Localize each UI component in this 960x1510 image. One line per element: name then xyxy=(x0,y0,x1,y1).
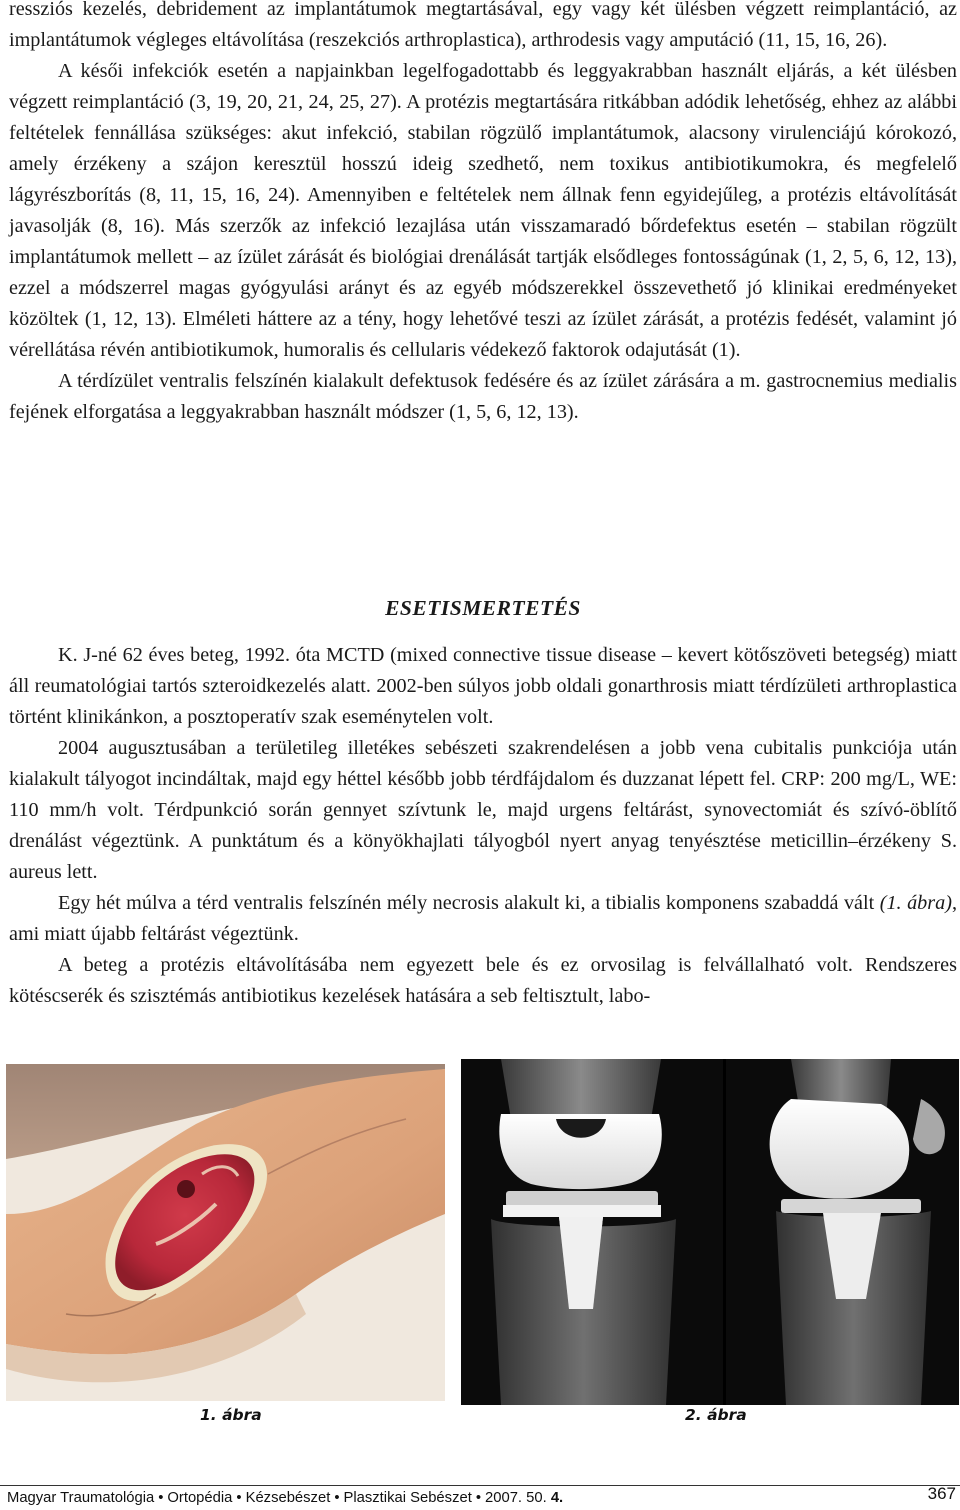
footer-section: Kézsebészet xyxy=(245,1490,331,1506)
figure-reference: (1. ábra) xyxy=(879,892,952,914)
footer-divider xyxy=(0,1485,960,1486)
footer-volume: 2007. 50. xyxy=(485,1490,551,1506)
paragraph: A késői infekciók esetén a napjainkban legelfogadottabb és leggyakrabban használt eljárás, a két ülésben végzett reimplantáció (3, 19, 20, 21, 24, 25, 27). A protézis megtartására ritkábban adódik lehetőség, ehhez az alábbi feltételek fennállása szükséges: akut infekció, stabilan rögzülő implantátumok, alacsony virulenciájú kórokozó, amely érzékeny a szájon keresztül hosszú ideig szedhető, nem toxikus antibiotikumokra, és megfelelő lágyrészborítás (8, 11, 15, 16, 24). Amennyiben e feltételek nem állnak fenn egyidejűleg, a protézis eltávolítását javasolják (8, 16). Más szerzők az infekció lezajlása után visszamaradó bőrdefektus esetén – stabilan rögzült implantátumok mellett – az ízület zárását és biológiai drenálását tartják elsődleges fontosságúnak (1, 2, 5, 6, 12, 13), ezzel a módszerrel magas gyógyulási arányt és az egyéb módszerekkel összevethető jó klinikai eredményeket közöltek (1, 12, 13). Elméleti háttere az a tény, hogy lehetővé teszi az ízület zárását, a protézis fedését, valamint jó vérellátása révén antibiotikumok, humoralis és cellularis védekező faktorok odajutását (1). xyxy=(9,60,957,361)
paragraph-text: Egy hét múlva a térd ventralis felszínén mély necrosis alakult ki, a tibialis komponens szabaddá vált xyxy=(58,892,880,914)
footer-separator: • xyxy=(236,1490,242,1506)
footer-issue: 4. xyxy=(550,1490,564,1506)
footer-section: Ortopédia xyxy=(167,1490,233,1506)
figure-1-caption: 1. ábra xyxy=(200,1406,262,1424)
footer-separator: • xyxy=(334,1490,340,1506)
figure-2-caption: 2. ábra xyxy=(685,1406,747,1424)
paragraph xyxy=(9,888,957,950)
figure-2-xray-images xyxy=(461,1059,959,1405)
case-report-text xyxy=(9,640,957,1012)
wound-photo-image xyxy=(6,1064,445,1401)
intro-text xyxy=(9,0,957,428)
paragraph: A beteg a protézis eltávolításába nem egyezett bele és ez orvosilag is felvállalható volt. Rendszeres kötéscserék és szisztémás antibiotikus kezelések hatására a seb feltisztult, labo- xyxy=(9,954,957,1007)
page-number: 367 xyxy=(927,1484,956,1503)
footer-journal-name: Magyar Traumatológia xyxy=(7,1490,155,1506)
xray-image xyxy=(461,1059,959,1405)
paragraph-text: , ami miatt újabb feltárást végeztünk. xyxy=(9,892,957,945)
paragraph: ressziós kezelés, debridement az implantátumok megtartásával, egy vagy két ülésben végzett reimplantáció, az implantátumok végleges eltávolítása (reszekciós arthroplastica), arthrodesis vagy amputáció (11, 15, 16, 26). xyxy=(9,0,957,51)
journal-footer xyxy=(7,1490,563,1506)
footer-separator: • xyxy=(475,1490,481,1506)
section-heading: ESETISMERTETÉS xyxy=(385,596,581,620)
footer-separator: • xyxy=(158,1490,164,1506)
paragraph: A térdízület ventralis felszínén kialakult defektusok fedésére és az ízület zárására a m. gastrocnemius medialis fejének elforgatása a leggyakrabban használt módszer (1, 5, 6, 12, 13). xyxy=(9,370,957,423)
section-heading-wrap xyxy=(9,590,957,626)
paragraph: 2004 augusztusában a területileg illetékes sebészeti szakrendelésen a jobb vena cubitalis punkciója után kialakult tályogot incindáltak, majd egy héttel később jobb térdfájdalom és duzzanat lépett fel. CRP: 200 mg/L, WE: 110 mm/h volt. Térdpunkció során gennyet szívtunk le, majd urgens feltárást, synovectomiát és szívó-öblítő drenálást végeztünk. A punktátum és a könyökhajlati tályogból nyert anyag tenyésztése meticillin–érzékeny S. aureus lett. xyxy=(9,737,957,883)
paragraph: K. J-né 62 éves beteg, 1992. óta MCTD (mixed connective tissue disease – kevert kötőszöveti betegség) miatt áll reumatológiai tartós szteroidkezelés alatt. 2002-ben súlyos jobb oldali gonarthrosis miatt térdízületi arthroplastica történt klinikánkon, a posztoperatív szak eseménytelen volt. xyxy=(9,644,957,728)
figure-1-wound-photo xyxy=(6,1064,445,1401)
footer-section: Plasztikai Sebészet xyxy=(343,1490,472,1506)
